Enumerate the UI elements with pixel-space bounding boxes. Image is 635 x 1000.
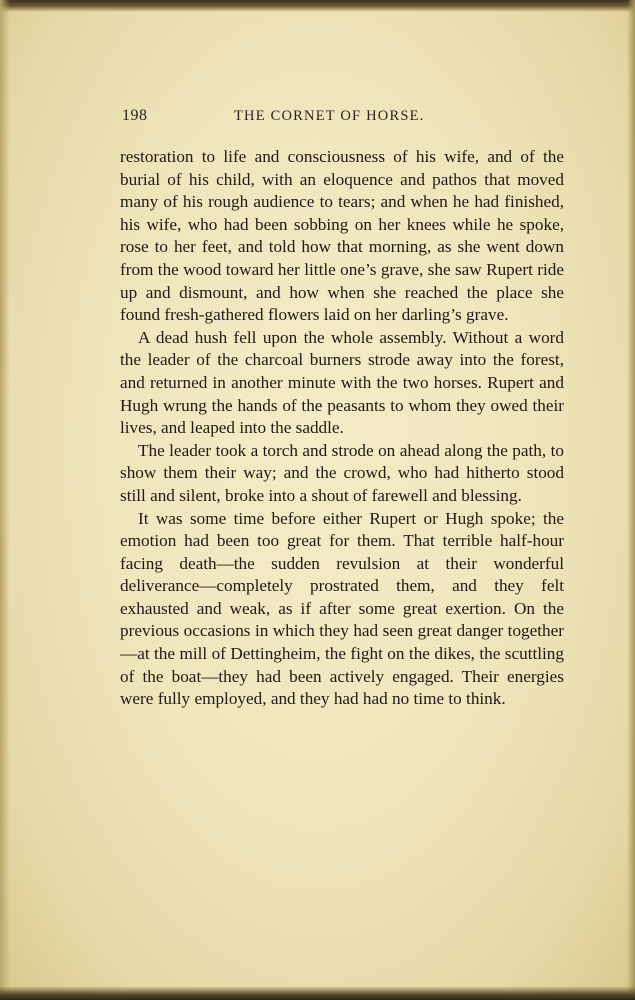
- paragraph-continued: restoration to life and consciousness of his wife, and of the burial of his child, with an eloquence and pathos that moved many of his rough audience to tears; and when he had finished, his wife, who had been sobbing on her knees while he spoke, rose to her feet, and told how that morning, as she went down from the wood toward her little one’s grave, she saw Rupert ride up and dismount, and how when she reached the place she found fresh-gathered flowers laid on her darling’s grave.: [120, 147, 564, 325]
- paragraph-dead-hush: A dead hush fell upon the whole assembly. Without a word the leader of the charcoal burners strode away into the forest, and returned in another minute with the two horses. Rupert and Hugh wrung the hands of the peasants to whom they owed their lives, and leaped into the saddle.: [120, 327, 564, 438]
- page-number: 198: [122, 107, 148, 124]
- running-head: THE CORNET OF HORSE.: [234, 108, 425, 124]
- page-header: [122, 107, 564, 129]
- page-bottom-edge: [0, 986, 635, 1000]
- page-top-edge: [0, 0, 635, 12]
- paragraph-rupert-hugh: It was some time before either Rupert or Hugh spoke; the emotion had been too great for them. That terrible half-hour facing death—the sudden revulsion at their wonderful deliverance—completely prostrated them, and they felt exhausted and weak, as if after some great exertion. On the previous occasions in which they had seen great danger together—at the mill of Dettingheim, the fight on the dikes, the scuttling of the boat—they had been actively engaged. Their energies were fully employed, and they had had no time to think.: [120, 508, 564, 709]
- paragraph-leader-torch: The leader took a torch and strode on ahead along the path, to show them their way; and the crowd, who had hitherto stood still and silent, broke into a shout of farewell and blessing.: [120, 440, 564, 505]
- page-right-edge: [627, 0, 635, 1000]
- page-left-edge: [0, 0, 10, 1000]
- body-text: [120, 146, 564, 711]
